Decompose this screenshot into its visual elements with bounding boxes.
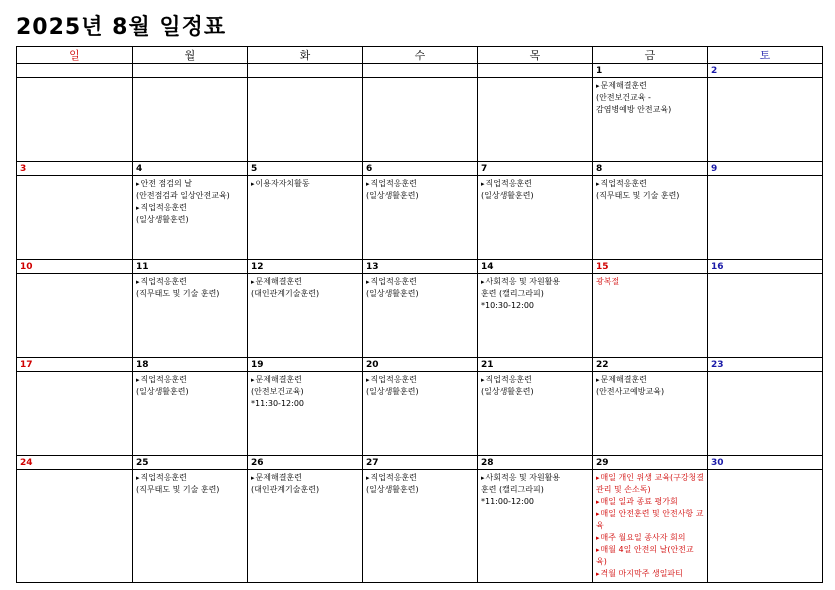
day-cell	[17, 78, 133, 162]
week-date-row	[17, 358, 823, 372]
event-text: (직무태도 및 기술 훈련)	[136, 289, 220, 298]
day-number: 9	[708, 162, 823, 176]
day-number: 29	[593, 456, 708, 470]
event-text: ▸ 안전 점검의 날	[136, 178, 244, 190]
event-text: (안전보건교육 -	[596, 93, 651, 102]
day-cell	[248, 78, 363, 162]
day-number: 30	[708, 456, 823, 470]
event-text: (일상생활훈련)	[366, 387, 419, 396]
day-number: 12	[248, 260, 363, 274]
day-number: 22	[593, 358, 708, 372]
event-text: 감염병예방 안전교육)	[596, 105, 672, 114]
week-content-row	[17, 176, 823, 260]
week-content-row	[17, 372, 823, 456]
event-text: *10:30-12:00	[481, 301, 534, 310]
event-text: ▸ 이용자자치활동	[251, 178, 359, 190]
week-date-row	[17, 260, 823, 274]
event-text: ▸ 문제해결훈련	[251, 276, 359, 288]
weekday-header-row	[17, 47, 823, 64]
day-number	[133, 64, 248, 78]
day-cell	[17, 372, 133, 456]
day-cell	[248, 274, 363, 358]
day-cell	[593, 372, 708, 456]
day-number: 2	[708, 64, 823, 78]
event-text: ▸ 직업적응훈련	[366, 276, 474, 288]
event-text: ▸ 직업적응훈련	[136, 374, 244, 386]
day-cell	[363, 372, 478, 456]
day-number: 28	[478, 456, 593, 470]
day-cell	[133, 176, 248, 260]
day-number: 5	[248, 162, 363, 176]
day-cell	[248, 470, 363, 583]
day-cell	[248, 176, 363, 260]
event-text: ▸ 사회적응 및 자원활용	[481, 472, 589, 484]
event-text: ▸ 직업적응훈련	[136, 276, 244, 288]
day-cell	[363, 470, 478, 583]
day-number: 1	[593, 64, 708, 78]
day-number: 16	[708, 260, 823, 274]
day-cell	[708, 372, 823, 456]
event-text: ▸ 사회적응 및 자원활용	[481, 276, 589, 288]
day-cell	[17, 274, 133, 358]
day-cell	[363, 274, 478, 358]
week-content-row	[17, 470, 823, 583]
day-cell	[708, 470, 823, 583]
day-cell	[593, 176, 708, 260]
page-title: 2025년 8월 일정표	[16, 15, 227, 40]
week-date-row	[17, 64, 823, 78]
day-number: 20	[363, 358, 478, 372]
event-text: ▸ 직업적응훈련	[136, 472, 244, 484]
week-content-row	[17, 78, 823, 162]
event-text: ▸ 문제해결훈련	[251, 374, 359, 386]
event-text: ▸ 매일 개인 위생 교육(구강청결 관리 및 손소독)	[596, 472, 704, 496]
day-cell	[17, 176, 133, 260]
day-cell	[133, 470, 248, 583]
day-cell	[133, 274, 248, 358]
calendar-table	[16, 46, 823, 583]
day-number	[363, 64, 478, 78]
event-text: (일상생활훈련)	[481, 387, 534, 396]
day-number: 26	[248, 456, 363, 470]
day-cell	[17, 470, 133, 583]
day-cell	[478, 78, 593, 162]
event-text: ▸ 매일 일과 종료 평가회	[596, 496, 704, 508]
event-text: ▸ 직업적응훈련	[596, 178, 704, 190]
day-number: 19	[248, 358, 363, 372]
event-text: 훈련 (캘리그라피)	[481, 289, 544, 298]
event-text: (일상생활훈련)	[136, 387, 189, 396]
event-text: ▸ 직업적응훈련	[366, 178, 474, 190]
day-number: 21	[478, 358, 593, 372]
weekday-fri: 금	[593, 47, 708, 64]
day-number: 4	[133, 162, 248, 176]
week-date-row	[17, 456, 823, 470]
event-text: (일상생활훈련)	[136, 215, 189, 224]
day-number: 8	[593, 162, 708, 176]
day-cell	[708, 176, 823, 260]
event-text: (일상생활훈련)	[366, 289, 419, 298]
day-cell	[133, 78, 248, 162]
event-text: *11:00-12:00	[481, 497, 534, 506]
event-text: 광복절	[596, 277, 620, 286]
day-number	[478, 64, 593, 78]
event-text: (대인관계기술훈련)	[251, 289, 320, 298]
event-text: 훈련 (캘리그라피)	[481, 485, 544, 494]
day-number: 25	[133, 456, 248, 470]
event-text: ▸ 문제해결훈련	[596, 374, 704, 386]
day-cell	[478, 470, 593, 583]
day-cell	[593, 78, 708, 162]
event-text: ▸ 직업적응훈련	[136, 202, 244, 214]
event-text: (직무태도 및 기술 훈련)	[136, 485, 220, 494]
day-number	[248, 64, 363, 78]
day-cell	[478, 176, 593, 260]
day-cell	[248, 372, 363, 456]
event-text: (안전점검과 일상안전교육)	[136, 191, 230, 200]
event-text: ▸ 직업적응훈련	[366, 374, 474, 386]
day-cell	[708, 274, 823, 358]
weekday-sun: 일	[17, 47, 133, 64]
week-content-row	[17, 274, 823, 358]
event-text: ▸ 격월 마지막주 생일파티	[596, 568, 704, 580]
event-text: (안전사고예방교육)	[596, 387, 665, 396]
event-text: *11:30-12:00	[251, 399, 304, 408]
event-text: ▸ 매주 월요일 종사자 회의	[596, 532, 704, 544]
day-number: 7	[478, 162, 593, 176]
day-cell	[593, 274, 708, 358]
weekday-mon: 월	[133, 47, 248, 64]
event-text: ▸ 매일 안전훈련 및 안전사항 교육	[596, 508, 704, 532]
day-cell	[478, 274, 593, 358]
day-cell	[593, 470, 708, 583]
day-number: 14	[478, 260, 593, 274]
event-text: ▸ 문제해결훈련	[251, 472, 359, 484]
day-number: 10	[17, 260, 133, 274]
day-cell	[708, 78, 823, 162]
event-text: ▸ 직업적응훈련	[481, 178, 589, 190]
event-text: (직무태도 및 기술 훈련)	[596, 191, 680, 200]
day-number: 18	[133, 358, 248, 372]
weekday-sat: 토	[708, 47, 823, 64]
day-number: 3	[17, 162, 133, 176]
event-text: (안전보건교육)	[251, 387, 304, 396]
day-number	[17, 64, 133, 78]
day-number: 24	[17, 456, 133, 470]
day-cell	[363, 78, 478, 162]
event-text: ▸ 직업적응훈련	[366, 472, 474, 484]
day-number: 11	[133, 260, 248, 274]
day-number: 17	[17, 358, 133, 372]
day-number: 15	[593, 260, 708, 274]
event-text: ▸ 매월 4일 안전의 날(안전교육)	[596, 544, 704, 568]
event-text: (대인관계기술훈련)	[251, 485, 320, 494]
event-text: (일상생활훈련)	[366, 191, 419, 200]
day-number: 23	[708, 358, 823, 372]
day-cell	[363, 176, 478, 260]
weekday-wed: 수	[363, 47, 478, 64]
day-cell	[478, 372, 593, 456]
day-number: 6	[363, 162, 478, 176]
day-number: 27	[363, 456, 478, 470]
day-cell	[133, 372, 248, 456]
event-text: (일상생활훈련)	[481, 191, 534, 200]
week-date-row	[17, 162, 823, 176]
event-text: ▸ 직업적응훈련	[481, 374, 589, 386]
weekday-thu: 목	[478, 47, 593, 64]
weekday-tue: 화	[248, 47, 363, 64]
day-number: 13	[363, 260, 478, 274]
event-text: (일상생활훈련)	[366, 485, 419, 494]
event-text: ▸ 문제해결훈련	[596, 80, 704, 92]
